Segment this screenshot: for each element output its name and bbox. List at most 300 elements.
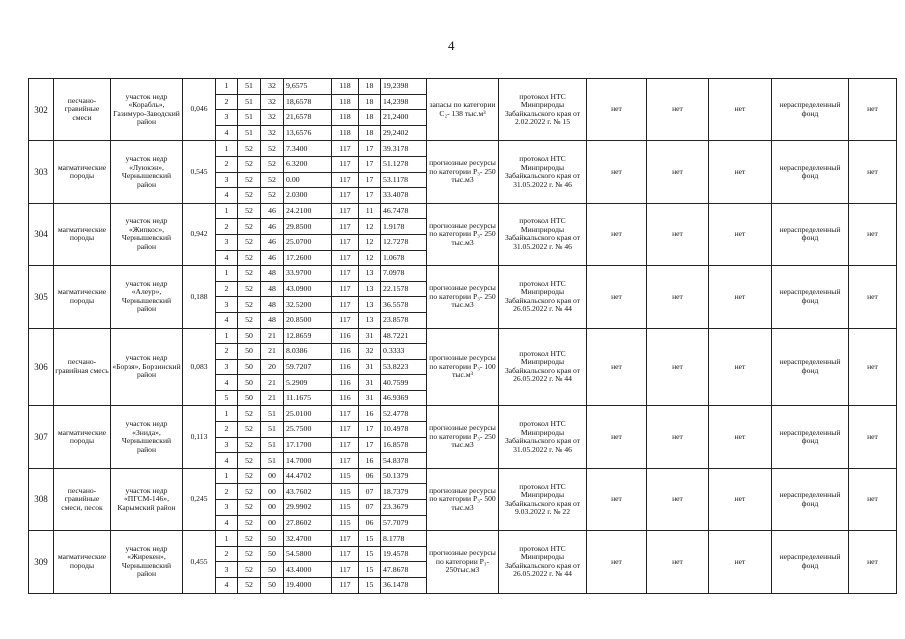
lon-sec: 8.1778 <box>381 531 427 547</box>
lon-sec: 10.4978 <box>381 422 427 438</box>
lon-deg: 116 <box>332 375 359 391</box>
point-index: 2 <box>216 422 238 438</box>
point-index: 5 <box>216 390 238 406</box>
lat-min: 21 <box>261 328 284 344</box>
lon-sec: 1.0678 <box>381 250 427 266</box>
fund-status: нераспределенный фонд <box>772 406 849 468</box>
lon-min: 13 <box>359 312 381 328</box>
lon-deg: 117 <box>332 188 359 204</box>
lat-min: 32 <box>261 79 284 95</box>
lon-sec: 21,2400 <box>381 110 427 126</box>
lat-sec: 8.0386 <box>284 344 332 360</box>
site-area: 0,046 <box>183 79 216 141</box>
lat-deg: 52 <box>238 562 261 578</box>
point-index: 1 <box>216 406 238 422</box>
lat-sec: 43.0900 <box>284 281 332 297</box>
lat-sec: 20.8500 <box>284 312 332 328</box>
lon-min: 06 <box>359 515 381 531</box>
column-2-value: нет <box>647 79 709 141</box>
lon-deg: 115 <box>332 484 359 500</box>
protocol-info: протокол НТС Минприроды Забайкальского края от 26.05.2022 г. № 44 <box>499 531 587 593</box>
entry-number: 305 <box>29 266 54 328</box>
lon-deg: 115 <box>332 468 359 484</box>
lon-sec: 19,2398 <box>381 79 427 95</box>
entry-number: 304 <box>29 203 54 265</box>
lon-deg: 117 <box>332 297 359 313</box>
lat-min: 51 <box>261 406 284 422</box>
column-5-value: нет <box>849 328 897 406</box>
lat-sec: 44.4702 <box>284 468 332 484</box>
point-index: 2 <box>216 156 238 172</box>
lat-min: 48 <box>261 297 284 313</box>
lat-min: 46 <box>261 203 284 219</box>
point-index: 3 <box>216 562 238 578</box>
lon-deg: 117 <box>332 312 359 328</box>
lon-deg: 117 <box>332 141 359 157</box>
point-index: 2 <box>216 219 238 235</box>
lon-sec: 53.1178 <box>381 172 427 188</box>
protocol-info: протокол НТС Минприроды Забайкальского края от 9.03.2022 г. № 22 <box>499 468 587 530</box>
lon-sec: 36.1478 <box>381 578 427 594</box>
lat-min: 46 <box>261 234 284 250</box>
lat-min: 52 <box>261 141 284 157</box>
lat-deg: 52 <box>238 266 261 282</box>
lon-deg: 117 <box>332 234 359 250</box>
reserves-category: прогнозные ресурсы по категории Р₃- 250 тыс.м3 <box>427 141 499 203</box>
protocol-info: протокол НТС Минприроды Забайкальского края от 26.05.2022 г. № 44 <box>499 266 587 328</box>
lat-deg: 52 <box>238 531 261 547</box>
lon-sec: 0.3333 <box>381 344 427 360</box>
protocol-info: протокол НТС Минприроды Забайкальского края от 31.05.2022 г. № 46 <box>499 203 587 265</box>
site-area: 0,188 <box>183 266 216 328</box>
lon-min: 32 <box>359 344 381 360</box>
entry-number: 308 <box>29 468 54 530</box>
lon-deg: 117 <box>332 156 359 172</box>
lat-sec: 2.0300 <box>284 188 332 204</box>
lon-deg: 116 <box>332 328 359 344</box>
site-name: участок недр «Луюкэн», Чернышевский район <box>111 141 183 203</box>
lon-deg: 118 <box>332 79 359 95</box>
lat-min: 00 <box>261 500 284 516</box>
lon-sec: 48.7221 <box>381 328 427 344</box>
column-3-value: нет <box>709 531 772 593</box>
lat-deg: 52 <box>238 500 261 516</box>
lat-sec: 24.2100 <box>284 203 332 219</box>
lat-min: 51 <box>261 422 284 438</box>
lat-deg: 52 <box>238 453 261 469</box>
entry-row <box>29 531 897 547</box>
site-name: участок недр «Жирекен», Чернышевский район <box>111 531 183 593</box>
lon-min: 16 <box>359 406 381 422</box>
lon-min: 15 <box>359 562 381 578</box>
point-index: 4 <box>216 515 238 531</box>
column-1-value: нет <box>587 328 647 406</box>
site-name: участок недр «Алеур», Чернышевский район <box>111 266 183 328</box>
lon-deg: 118 <box>332 125 359 141</box>
point-index: 1 <box>216 468 238 484</box>
reserves-category: прогнозные ресурсы по категории Р₃- 250 тыс.м3 <box>427 406 499 468</box>
mineral-type: магматические породы <box>54 266 111 328</box>
lon-sec: 29,2402 <box>381 125 427 141</box>
lat-min: 50 <box>261 562 284 578</box>
lat-min: 50 <box>261 531 284 547</box>
lon-min: 15 <box>359 531 381 547</box>
lon-min: 31 <box>359 375 381 391</box>
lon-deg: 117 <box>332 578 359 594</box>
point-index: 4 <box>216 578 238 594</box>
lon-sec: 46.7478 <box>381 203 427 219</box>
entry-row <box>29 406 897 422</box>
column-1-value: нет <box>587 79 647 141</box>
lon-min: 18 <box>359 110 381 126</box>
lon-min: 17 <box>359 437 381 453</box>
lon-min: 31 <box>359 390 381 406</box>
fund-status: нераспределенный фонд <box>772 328 849 406</box>
lon-deg: 117 <box>332 531 359 547</box>
lat-deg: 52 <box>238 281 261 297</box>
lat-sec: 17.1700 <box>284 437 332 453</box>
lon-sec: 12.7278 <box>381 234 427 250</box>
lat-deg: 52 <box>238 219 261 235</box>
lat-deg: 52 <box>238 578 261 594</box>
lon-sec: 1.9178 <box>381 219 427 235</box>
lon-deg: 117 <box>332 437 359 453</box>
lon-min: 17 <box>359 156 381 172</box>
lat-sec: 19.4000 <box>284 578 332 594</box>
lat-min: 48 <box>261 281 284 297</box>
point-index: 3 <box>216 110 238 126</box>
lon-sec: 36.5578 <box>381 297 427 313</box>
point-index: 1 <box>216 328 238 344</box>
entry-number: 306 <box>29 328 54 406</box>
lat-deg: 52 <box>238 234 261 250</box>
site-area: 0,083 <box>183 328 216 406</box>
point-index: 1 <box>216 141 238 157</box>
lon-deg: 117 <box>332 422 359 438</box>
mineral-type: магматические породы <box>54 141 111 203</box>
column-5-value: нет <box>849 468 897 530</box>
point-index: 3 <box>216 297 238 313</box>
site-name: участок недр «Корабль», Газимуро-Заводский район <box>111 79 183 141</box>
lon-sec: 18.7379 <box>381 484 427 500</box>
lon-deg: 117 <box>332 546 359 562</box>
fund-status: нераспределенный фонд <box>772 266 849 328</box>
lat-min: 21 <box>261 344 284 360</box>
lat-sec: 32.4700 <box>284 531 332 547</box>
point-index: 4 <box>216 375 238 391</box>
lon-min: 17 <box>359 188 381 204</box>
lat-sec: 33.9700 <box>284 266 332 282</box>
column-5-value: нет <box>849 203 897 265</box>
lon-min: 17 <box>359 141 381 157</box>
lon-sec: 52.4778 <box>381 406 427 422</box>
column-1-value: нет <box>587 468 647 530</box>
page-number: 4 <box>448 38 455 53</box>
lat-min: 00 <box>261 468 284 484</box>
lon-min: 16 <box>359 453 381 469</box>
column-1-value: нет <box>587 141 647 203</box>
lat-min: 20 <box>261 359 284 375</box>
lat-sec: 54.5800 <box>284 546 332 562</box>
lat-deg: 50 <box>238 344 261 360</box>
mineral-type: песчано-гравийные смеси, песок <box>54 468 111 530</box>
lon-sec: 39.3178 <box>381 141 427 157</box>
lat-min: 52 <box>261 156 284 172</box>
point-index: 2 <box>216 281 238 297</box>
lon-deg: 117 <box>332 172 359 188</box>
lat-deg: 50 <box>238 359 261 375</box>
point-index: 2 <box>216 94 238 110</box>
entry-row <box>29 79 897 95</box>
entry-number: 309 <box>29 531 54 593</box>
site-name: участок недр «Борзя», Борзинский район <box>111 328 183 406</box>
lon-sec: 51.1278 <box>381 156 427 172</box>
lat-sec: 29.9902 <box>284 500 332 516</box>
mineral-type: магматические породы <box>54 203 111 265</box>
lon-deg: 115 <box>332 515 359 531</box>
lat-deg: 51 <box>238 79 261 95</box>
lon-deg: 117 <box>332 219 359 235</box>
lon-sec: 14,2398 <box>381 94 427 110</box>
lat-deg: 52 <box>238 515 261 531</box>
lat-sec: 13,6576 <box>284 125 332 141</box>
point-index: 3 <box>216 500 238 516</box>
protocol-info: протокол НТС Минприроды Забайкальского края от 31.05.2022 г. № 46 <box>499 406 587 468</box>
column-1-value: нет <box>587 203 647 265</box>
entry-row <box>29 468 897 484</box>
lat-sec: 27.8602 <box>284 515 332 531</box>
site-name: участок недр «Жипкос», Чернышевский район <box>111 203 183 265</box>
lat-sec: 12.8659 <box>284 328 332 344</box>
fund-status: нераспределенный фонд <box>772 531 849 593</box>
lat-sec: 29.8500 <box>284 219 332 235</box>
lat-deg: 52 <box>238 422 261 438</box>
reserves-category: прогнозные ресурсы по категории Р₃- 250тыс.м3 <box>427 531 499 593</box>
lat-min: 32 <box>261 110 284 126</box>
entry-row <box>29 266 897 282</box>
lon-min: 12 <box>359 234 381 250</box>
entry-number: 303 <box>29 141 54 203</box>
lon-sec: 22.1578 <box>381 281 427 297</box>
subsoil-sites-table <box>28 78 897 594</box>
lat-deg: 52 <box>238 188 261 204</box>
reserves-category: прогнозные ресурсы по категории Р₃- 250 тыс.м3 <box>427 266 499 328</box>
lat-min: 52 <box>261 172 284 188</box>
lon-min: 07 <box>359 500 381 516</box>
lon-min: 31 <box>359 359 381 375</box>
lat-deg: 50 <box>238 328 261 344</box>
mineral-type: магматические породы <box>54 406 111 468</box>
lon-deg: 117 <box>332 281 359 297</box>
protocol-info: протокол НТС Минприроды Забайкальского края от 31.05.2022 г. № 46 <box>499 141 587 203</box>
point-index: 1 <box>216 266 238 282</box>
entry-number: 302 <box>29 79 54 141</box>
point-index: 1 <box>216 79 238 95</box>
lat-deg: 52 <box>238 312 261 328</box>
lon-sec: 53.8223 <box>381 359 427 375</box>
column-1-value: нет <box>587 531 647 593</box>
lat-sec: 11.1675 <box>284 390 332 406</box>
lon-sec: 54.8378 <box>381 453 427 469</box>
lat-min: 50 <box>261 546 284 562</box>
site-area: 0,245 <box>183 468 216 530</box>
entry-row <box>29 141 897 157</box>
lon-deg: 118 <box>332 110 359 126</box>
lon-sec: 16.8578 <box>381 437 427 453</box>
column-3-value: нет <box>709 203 772 265</box>
lon-min: 06 <box>359 468 381 484</box>
lat-deg: 51 <box>238 110 261 126</box>
lat-sec: 43.7602 <box>284 484 332 500</box>
lon-sec: 57.7079 <box>381 515 427 531</box>
lat-deg: 52 <box>238 141 261 157</box>
lat-sec: 9,6575 <box>284 79 332 95</box>
lon-sec: 47.8678 <box>381 562 427 578</box>
lon-min: 17 <box>359 172 381 188</box>
fund-status: нераспределенный фонд <box>772 468 849 530</box>
lat-sec: 25.0100 <box>284 406 332 422</box>
reserves-category: прогнозные ресурсы по категории Р₃- 250 тыс.м3 <box>427 203 499 265</box>
lon-deg: 118 <box>332 94 359 110</box>
lon-sec: 40.7599 <box>381 375 427 391</box>
lon-deg: 116 <box>332 359 359 375</box>
site-area: 0,455 <box>183 531 216 593</box>
lon-sec: 19.4578 <box>381 546 427 562</box>
site-area: 0,942 <box>183 203 216 265</box>
point-index: 4 <box>216 125 238 141</box>
column-2-value: нет <box>647 406 709 468</box>
lon-sec: 23.3679 <box>381 500 427 516</box>
fund-status: нераспределенный фонд <box>772 203 849 265</box>
lat-min: 50 <box>261 578 284 594</box>
lon-min: 18 <box>359 79 381 95</box>
lat-min: 46 <box>261 250 284 266</box>
lat-min: 00 <box>261 515 284 531</box>
lat-deg: 52 <box>238 156 261 172</box>
reserves-category: прогнозные ресурсы по категории Р₃- 100 тыс.м³ <box>427 328 499 406</box>
site-area: 0,113 <box>183 406 216 468</box>
entry-row <box>29 203 897 219</box>
lon-min: 15 <box>359 578 381 594</box>
column-2-value: нет <box>647 203 709 265</box>
lat-deg: 52 <box>238 203 261 219</box>
entry-number: 307 <box>29 406 54 468</box>
lat-sec: 6.3200 <box>284 156 332 172</box>
column-2-value: нет <box>647 328 709 406</box>
lon-sec: 46.9369 <box>381 390 427 406</box>
entry-row <box>29 328 897 344</box>
lat-deg: 51 <box>238 125 261 141</box>
lat-deg: 52 <box>238 172 261 188</box>
lat-min: 21 <box>261 390 284 406</box>
column-2-value: нет <box>647 468 709 530</box>
lon-deg: 116 <box>332 344 359 360</box>
point-index: 3 <box>216 359 238 375</box>
lon-min: 12 <box>359 219 381 235</box>
site-name: участок недр «ПГСМ-146», Карымский район <box>111 468 183 530</box>
lat-deg: 52 <box>238 546 261 562</box>
lat-min: 21 <box>261 375 284 391</box>
lon-deg: 115 <box>332 500 359 516</box>
column-1-value: нет <box>587 266 647 328</box>
lon-deg: 116 <box>332 390 359 406</box>
lon-deg: 117 <box>332 562 359 578</box>
column-1-value: нет <box>587 406 647 468</box>
lat-deg: 52 <box>238 250 261 266</box>
lon-sec: 23.8578 <box>381 312 427 328</box>
point-index: 4 <box>216 250 238 266</box>
lat-sec: 17.2600 <box>284 250 332 266</box>
column-5-value: нет <box>849 406 897 468</box>
lon-min: 11 <box>359 203 381 219</box>
point-index: 3 <box>216 234 238 250</box>
point-index: 3 <box>216 437 238 453</box>
lat-sec: 5.2909 <box>284 375 332 391</box>
point-index: 2 <box>216 484 238 500</box>
lon-min: 13 <box>359 281 381 297</box>
point-index: 2 <box>216 344 238 360</box>
site-name: участок недр «Знида», Чернышевский район <box>111 406 183 468</box>
point-index: 1 <box>216 531 238 547</box>
mineral-type: песчано-гравийная смесь <box>54 328 111 406</box>
point-index: 4 <box>216 453 238 469</box>
lat-sec: 21,6578 <box>284 110 332 126</box>
lat-deg: 51 <box>238 94 261 110</box>
point-index: 2 <box>216 546 238 562</box>
protocol-info: протокол НТС Минприроды Забайкальского края от 26.05.2022 г. № 44 <box>499 328 587 406</box>
lat-deg: 52 <box>238 437 261 453</box>
lat-min: 32 <box>261 94 284 110</box>
column-2-value: нет <box>647 266 709 328</box>
column-3-value: нет <box>709 266 772 328</box>
lon-min: 18 <box>359 94 381 110</box>
lat-deg: 52 <box>238 484 261 500</box>
lon-min: 13 <box>359 266 381 282</box>
lat-deg: 50 <box>238 390 261 406</box>
lat-min: 48 <box>261 312 284 328</box>
lat-min: 48 <box>261 266 284 282</box>
point-index: 3 <box>216 172 238 188</box>
lon-min: 07 <box>359 484 381 500</box>
site-area: 0,545 <box>183 141 216 203</box>
mineral-type: песчано-гравийные смеси <box>54 79 111 141</box>
point-index: 1 <box>216 203 238 219</box>
column-3-value: нет <box>709 79 772 141</box>
lat-min: 52 <box>261 188 284 204</box>
column-3-value: нет <box>709 406 772 468</box>
lat-min: 32 <box>261 125 284 141</box>
lat-deg: 52 <box>238 297 261 313</box>
mineral-type: магматические породы <box>54 531 111 593</box>
lon-deg: 117 <box>332 406 359 422</box>
column-5-value: нет <box>849 79 897 141</box>
lon-deg: 117 <box>332 266 359 282</box>
column-5-value: нет <box>849 141 897 203</box>
lat-sec: 14.7000 <box>284 453 332 469</box>
lon-sec: 50.1379 <box>381 468 427 484</box>
column-3-value: нет <box>709 141 772 203</box>
lon-sec: 7.0978 <box>381 266 427 282</box>
lat-sec: 43.4000 <box>284 562 332 578</box>
column-2-value: нет <box>647 531 709 593</box>
lon-min: 18 <box>359 125 381 141</box>
column-2-value: нет <box>647 141 709 203</box>
lat-min: 46 <box>261 219 284 235</box>
fund-status: нераспределенный фонд <box>772 79 849 141</box>
lat-sec: 7.3400 <box>284 141 332 157</box>
lat-sec: 18,6578 <box>284 94 332 110</box>
lon-min: 13 <box>359 297 381 313</box>
